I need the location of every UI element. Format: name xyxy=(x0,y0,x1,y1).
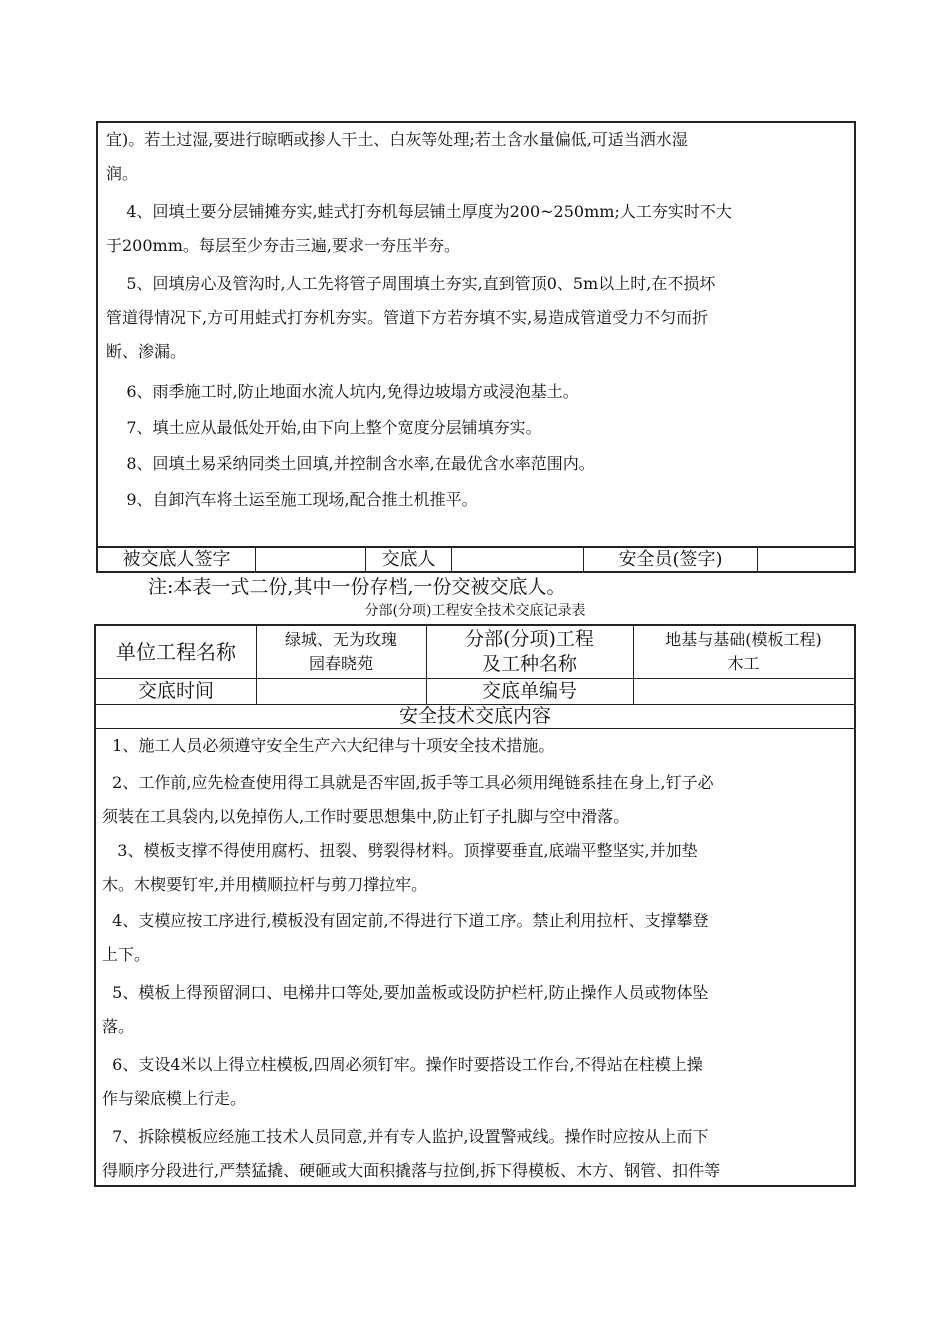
text-line: 9、自卸汽车将土运至施工现场,配合推土机推平。 xyxy=(106,490,478,509)
safety-item-1 xyxy=(102,729,848,763)
paragraph-item-9 xyxy=(106,483,846,517)
text-line: 4、支模应按工序进行,模板没有固定前,不得进行下道工序。禁止利用拉杆、支撑攀登 xyxy=(102,911,709,930)
text-line: 3、模板支撑不得使用腐朽、扭裂、劈裂得材料。顶撑要垂直,底端平整坚实,并加垫 xyxy=(102,841,698,860)
text-line: 5、回填房心及管沟时,人工先将管子周围填土夯实,直到管顶0、5m以上时,在不损坏 xyxy=(106,274,716,293)
paragraph-item-4 xyxy=(106,195,846,263)
text-line: 2、工作前,应先检查使用得工具就是否牢固,扳手等工具必须用绳链系挂在身上,钉子必 xyxy=(102,773,714,792)
safety-officer-field[interactable] xyxy=(758,548,854,571)
safety-item-5 xyxy=(102,976,848,1044)
text-line: 作与梁底模上行走。 xyxy=(102,1089,247,1108)
text-line: 8、回填土易采纳同类土回填,并控制含水率,在最优含水率范围内。 xyxy=(106,454,595,473)
paragraph-item-7 xyxy=(106,411,846,445)
paragraph-continued xyxy=(106,123,846,191)
text-line: 6、支设4米以上得立柱模板,四周必须钉牢。操作时要搭设工作台,不得站在柱模上操 xyxy=(102,1055,703,1074)
disclosure-number-label: 交底单编号 xyxy=(481,680,577,702)
sub-project-label xyxy=(426,627,633,678)
content-header: 安全技术交底内容 xyxy=(398,705,551,727)
paragraph-item-8 xyxy=(106,447,846,481)
text-line: 4、回填土要分层铺摊夯实,蛙式打夯机每层铺土厚度为200~250mm;人工夯实时不大 xyxy=(106,202,732,221)
disclosee-signature-label: 被交底人签字 xyxy=(98,548,256,571)
disclosure-form-table xyxy=(94,624,856,1187)
text-line: 木工 xyxy=(727,654,760,673)
text-line: 1、施工人员必须遵守安全生产六大纪律与十项安全技术措施。 xyxy=(102,736,555,755)
form-title: 分部(分项)工程安全技术交底记录表 xyxy=(364,603,586,619)
safety-item-4 xyxy=(102,904,848,972)
discloser-field[interactable] xyxy=(452,548,584,571)
text-line: 落。 xyxy=(102,1017,135,1036)
text-line: 地基与基础(模板工程) xyxy=(665,630,822,649)
text-line: 5、模板上得预留洞口、电梯井口等处,要加盖板或设防护栏杆,防止操作人员或物体坠 xyxy=(102,983,709,1002)
safety-item-2 xyxy=(102,766,848,834)
text-line: 绿城、无为玫瑰 xyxy=(284,630,397,649)
sub-project-value[interactable] xyxy=(633,628,854,678)
text-line: 分部(分项)工程 xyxy=(465,628,594,650)
previous-disclosure-box xyxy=(96,121,856,572)
safety-item-3 xyxy=(102,834,848,902)
text-line: 宜)。若土过湿,要进行晾晒或掺人干土、白灰等处理;若土含水量偏低,可适当洒水湿 xyxy=(106,130,688,149)
text-line: 须装在工具袋内,以免掉伤人,工作时要思想集中,防止钉子扎脚与空中滑落。 xyxy=(102,807,630,826)
signature-row xyxy=(96,546,856,573)
text-line: 管道得情况下,方可用蛙式打夯机夯实。管道下方若夯填不实,易造成管道受力不匀而折 xyxy=(106,308,709,327)
unit-project-value[interactable] xyxy=(256,628,426,678)
copy-note: 注:本表一式二份,其中一份存档,一份交被交底人。 xyxy=(148,576,566,598)
text-line: 润。 xyxy=(106,164,139,183)
text-line: 6、雨季施工时,防止地面水流人坑内,免得边坡塌方或浸泡基土。 xyxy=(106,382,579,401)
text-line: 园春晓苑 xyxy=(308,654,373,673)
text-line: 断、渗漏。 xyxy=(106,342,187,361)
disclosee-signature-field[interactable] xyxy=(256,548,366,571)
disclosure-time-field[interactable] xyxy=(256,678,426,704)
text-line: 得顺序分段进行,严禁猛撬、硬砸或大面积撬落与拉倒,拆下得模板、木方、钢管、扣件等 xyxy=(102,1161,721,1180)
text-line: 木。木楔要钉牢,并用横顺拉杆与剪刀撑拉牢。 xyxy=(102,875,428,894)
text-line: 上下。 xyxy=(102,945,151,964)
safety-officer-label: 安全员(签字) xyxy=(584,548,758,571)
disclosure-number-field[interactable] xyxy=(633,678,854,704)
paragraph-item-5 xyxy=(106,267,846,369)
text-line: 于200mm。每层至少夯击三遍,要求一夯压半夯。 xyxy=(106,236,460,255)
paragraph-item-6 xyxy=(106,375,846,409)
text-line: 及工种名称 xyxy=(481,653,577,675)
safety-item-6 xyxy=(102,1048,848,1116)
safety-item-7 xyxy=(102,1120,848,1188)
unit-project-label: 单位工程名称 xyxy=(116,640,236,664)
discloser-label: 交底人 xyxy=(366,548,452,571)
disclosure-time-label: 交底时间 xyxy=(137,680,214,702)
text-line: 7、填土应从最低处开始,由下向上整个宽度分层铺填夯实。 xyxy=(106,418,542,437)
text-line: 7、拆除模板应经施工技术人员同意,并有专人监护,设置警戒线。操作时应按从上而下 xyxy=(102,1127,709,1146)
